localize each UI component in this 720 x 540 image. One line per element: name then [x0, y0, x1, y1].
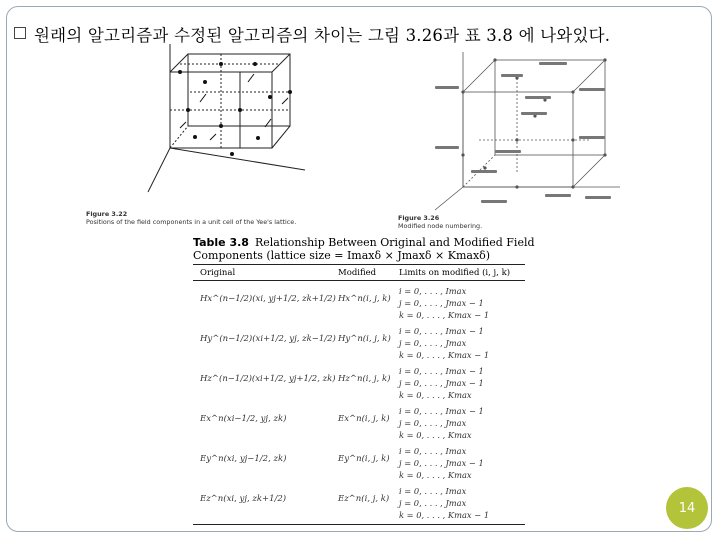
table-row [193, 364, 525, 404]
limit-k: k = 0, . . . , Kmax [399, 470, 472, 480]
cell-original: Ey^n(xi, yj−1/2, zk) [200, 454, 287, 464]
figure-right-caption [398, 214, 482, 230]
table-title-line1 [193, 236, 535, 249]
slide-title: 원래의 알고리즘과 수정된 알고리즘의 차이는 그림 3.26과 표 3.8 에 나와있다. [34, 26, 611, 45]
limit-i: i = 0, . . . , Imax [399, 486, 467, 496]
limit-i: i = 0, . . . , Imax − 1 [399, 326, 484, 336]
figure-left-caption [86, 210, 296, 226]
cell-original: Hy^(n−1/2)(xi+1/2, yj, zk−1/2) [200, 334, 336, 344]
bullet-square-icon [14, 27, 26, 39]
table-header-rule [193, 280, 525, 281]
cell-limits [399, 445, 484, 481]
limit-k: k = 0, . . . , Kmax − 1 [399, 310, 490, 320]
limit-j: j = 0, . . . , Jmax − 1 [399, 298, 484, 308]
limit-i: i = 0, . . . , Imax − 1 [399, 406, 484, 416]
cell-original: Hx^(n−1/2)(xi, yj+1/2, zk+1/2) [200, 294, 336, 304]
cell-original: Ez^n(xi, yj, zk+1/2) [200, 494, 287, 504]
limit-j: j = 0, . . . , Jmax [399, 418, 467, 428]
limit-i: i = 0, . . . , Imax [399, 446, 467, 456]
limit-k: k = 0, . . . , Kmax − 1 [399, 510, 490, 520]
cell-limits [399, 485, 489, 521]
limit-j: j = 0, . . . , Jmax − 1 [399, 378, 484, 388]
table-row [193, 404, 525, 444]
header-limits: Limits on modified (i, j, k) [399, 268, 511, 278]
table-bottom-rule [193, 524, 525, 525]
limit-i: i = 0, . . . , Imax − 1 [399, 366, 484, 376]
figure-right-caption-text: Modified node numbering. [398, 222, 483, 230]
table-title-line2: Components (lattice size = Imaxδ × Jmaxδ × Kmaxδ) [193, 249, 491, 262]
cell-limits [399, 365, 484, 401]
limit-j: j = 0, . . . , Jmax − 1 [399, 458, 484, 468]
cell-limits [399, 405, 484, 441]
figure-left-caption-text: Positions of the field components in a unit cell of the Yee's lattice. [86, 218, 297, 226]
cell-limits [399, 285, 489, 321]
cell-modified: Hy^n(i, j, k) [338, 334, 391, 344]
yee-cell-figure [140, 42, 310, 202]
modified-node-figure [425, 50, 625, 215]
table-row [193, 324, 525, 364]
header-modified: Modified [338, 268, 377, 278]
cell-modified: Ez^n(i, j, k) [338, 494, 390, 504]
table-3-8 [193, 236, 535, 526]
limit-k: k = 0, . . . , Kmax [399, 390, 472, 400]
limit-k: k = 0, . . . , Kmax [399, 430, 472, 440]
cell-modified: Hz^n(i, j, k) [338, 374, 391, 384]
cell-original: Hz^(n−1/2)(xi+1/2, yj+1/2, zk) [200, 374, 336, 384]
yee-cell-diagram [140, 42, 310, 202]
cell-limits [399, 325, 489, 361]
limit-j: j = 0, . . . , Jmax [399, 338, 467, 348]
limit-k: k = 0, . . . , Kmax − 1 [399, 350, 490, 360]
table-number: Table 3.8 [193, 236, 249, 249]
page-number-badge: 14 [666, 487, 708, 529]
table-row [193, 484, 525, 524]
modified-node-diagram [425, 50, 625, 215]
table-title-text: Relationship Between Original and Modified Field [254, 236, 535, 249]
figure-right-number: Figure 3.26 [398, 214, 440, 222]
table-top-rule [193, 264, 525, 265]
cell-modified: Hx^n(i, j, k) [338, 294, 391, 304]
table-row [193, 284, 525, 324]
limit-i: i = 0, . . . , Imax [399, 286, 467, 296]
cell-original: Ex^n(xi−1/2, yj, zk) [200, 414, 287, 424]
figure-left-number: Figure 3.22 [86, 210, 128, 218]
header-original: Original [200, 268, 236, 278]
cell-modified: Ex^n(i, j, k) [338, 414, 390, 424]
table-row [193, 444, 525, 484]
limit-j: j = 0, . . . , Jmax [399, 498, 467, 508]
cell-modified: Ey^n(i, j, k) [338, 454, 390, 464]
